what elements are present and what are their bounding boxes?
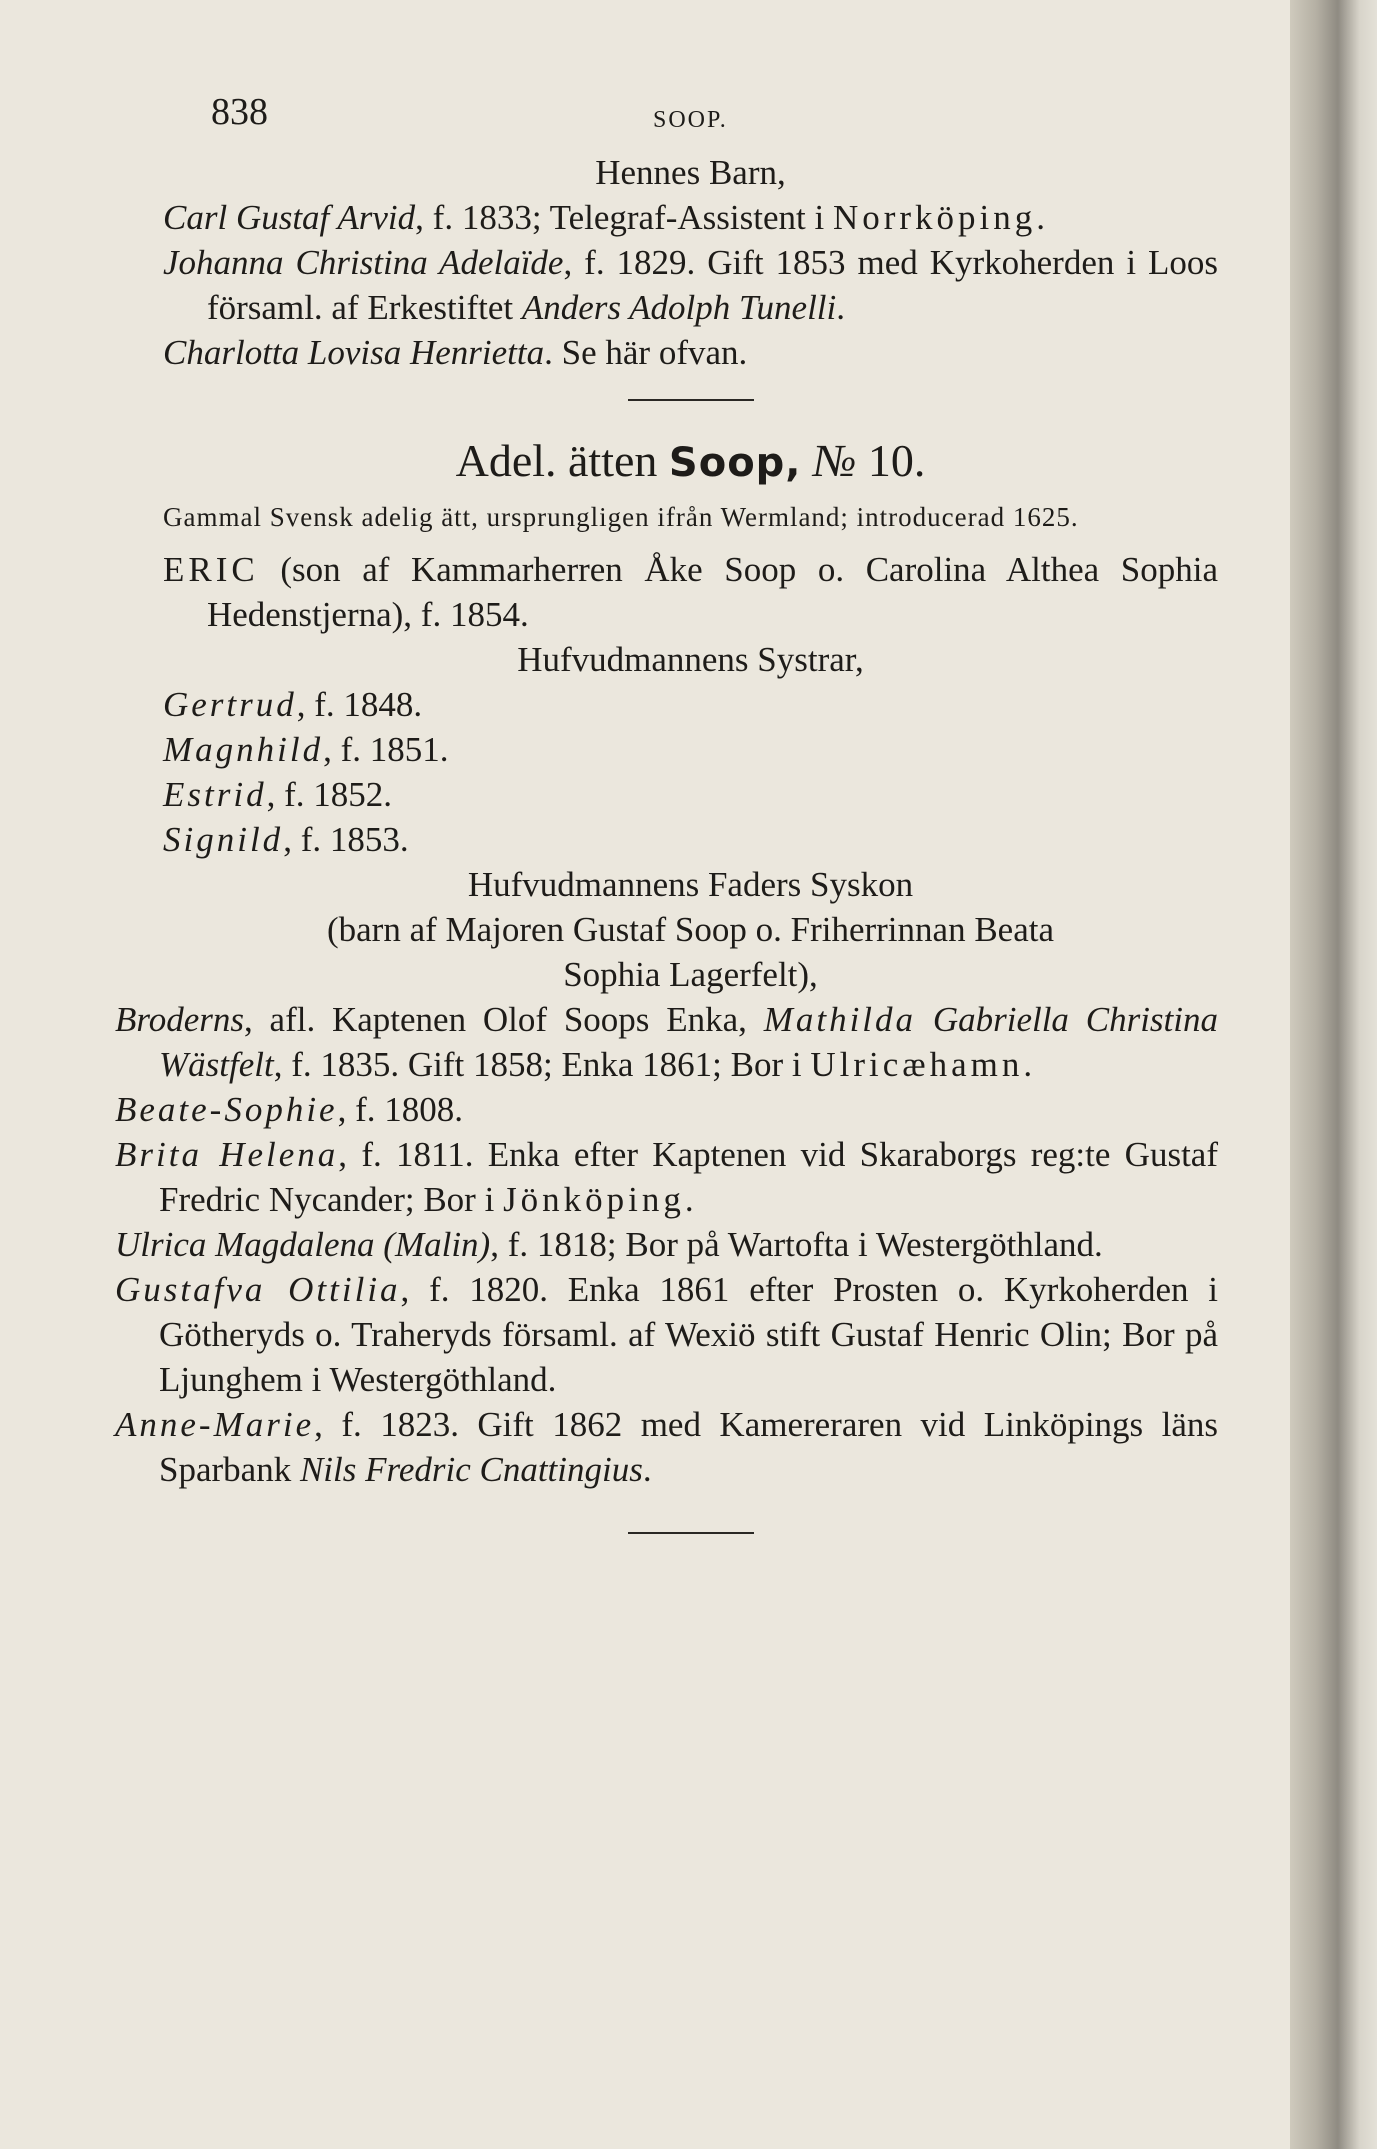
spouse-name: Anders Adolph Tunelli — [521, 288, 837, 327]
head-entry-eric — [163, 547, 1218, 637]
place-name: Ulricæhamn — [810, 1045, 1024, 1084]
entry-text: , f. 1829. Gift 1853 med Kyrkoherden i Loos församl. af Erkestiftet — [207, 243, 1218, 327]
sister-text: , f. 1851. — [323, 730, 449, 769]
entry-tail: . — [1036, 198, 1046, 237]
page-header — [163, 90, 1218, 150]
section-divider-bottom — [628, 1532, 754, 1534]
family-name: Soop, — [668, 440, 802, 486]
sister-name: Magnhild — [163, 730, 324, 769]
entry-text: , f. 1811. Enka efter Kaptenen vid Skaraborgs reg:te Gustaf Fredric Nycander; Bor i — [159, 1135, 1218, 1219]
entry-name: Anne-Marie — [115, 1405, 315, 1444]
place-name: Jönköping — [503, 1180, 685, 1219]
place-name: Norrköping — [832, 198, 1037, 237]
entry-name: Johanna Christina Adelaïde — [163, 243, 564, 282]
sisters-heading: Hufvudmannens Systrar, — [517, 640, 864, 679]
entry-text: , afl. Kaptenen Olof Soops Enka, — [243, 1000, 764, 1039]
section-heading-hennes-barn: Hennes Barn, — [595, 153, 786, 192]
title-prefix: Adel. ätten — [455, 435, 658, 486]
entry-name: Gustafva Ottilia — [115, 1270, 401, 1309]
sister-name: Signild — [163, 820, 284, 859]
head-text: (son af Kammarherren Åke Soop o. Carolina Althea Sophia Hedenstjerna), f. 1854. — [207, 550, 1218, 634]
spouse-name: Gabriella Christina Wästfelt — [159, 1000, 1218, 1084]
entry-broderns — [115, 997, 1218, 1087]
page-number: 838 — [211, 91, 268, 133]
spouse-first-name: Mathilda — [763, 1000, 917, 1039]
entry-johanna-christina — [163, 240, 1218, 330]
sister-item — [163, 682, 1218, 727]
entry-text: . Se här ofvan. — [544, 333, 748, 372]
sister-text: , f. 1852. — [266, 775, 392, 814]
entry-text: , f. 1808. — [337, 1090, 463, 1129]
entry-text-2: , f. 1835. Gift 1858; Enka 1861; Bor i — [273, 1045, 811, 1084]
sister-name: Estrid — [163, 775, 267, 814]
entry-name: Ulrica Magdalena — [115, 1225, 375, 1264]
entry-name: Carl Gustaf Arvid — [163, 198, 416, 237]
entry-text: , f. 1833; Telegraf-Assistent i — [415, 198, 833, 237]
entry-name: Beate-Sophie — [115, 1090, 338, 1129]
siblings-heading: Hufvudmannens Faders Syskon — [467, 865, 914, 904]
entry-charlotta-lovisa — [163, 330, 1218, 375]
entry-tail: . — [684, 1180, 694, 1219]
entry-anne-marie — [115, 1402, 1218, 1492]
sister-text: , f. 1853. — [283, 820, 409, 859]
siblings-subheading: (barn af Majoren Gustaf Soop o. Friherrinnan Beata — [326, 910, 1054, 949]
sister-name: Gertrud — [163, 685, 297, 724]
entry-tail: . — [836, 288, 846, 327]
spouse-name: Nils Fredric Cnattingius — [299, 1450, 643, 1489]
entry-name: Charlotta Lovisa Henrietta — [163, 333, 545, 372]
entry-beate-sophie — [115, 1087, 1218, 1132]
number-sign: № — [813, 435, 857, 486]
family-intro: Gammal Svensk adelig ätt, ursprungligen ifrån Wermland; introducerad 1625. — [163, 502, 1079, 532]
entry-carl-gustaf-arvid — [163, 195, 1218, 240]
entry-gustafva-ottilia — [115, 1267, 1218, 1402]
head-name: ERIC — [163, 550, 259, 589]
entry-name: Broderns — [115, 1000, 244, 1039]
entry-tail: . — [1023, 1045, 1033, 1084]
entry-text: , f. 1818; Bor på Wartofta i Westergöthland. — [490, 1225, 1103, 1264]
sister-text: , f. 1848. — [296, 685, 423, 724]
entry-nickname: (Malin) — [383, 1225, 491, 1264]
entry-name: Brita Helena — [115, 1135, 339, 1174]
entry-text: , f. 1820. Enka 1861 efter Prosten o. Kyrkoherden i Götheryds o. Traheryds församl. af Wexiö stift Gustaf Henric Olin; Bor på Ljunghem i Westergöthland. — [159, 1270, 1218, 1399]
page-content — [115, 90, 1218, 1552]
sister-item — [163, 727, 1218, 772]
entry-ulrica-magdalena — [115, 1222, 1218, 1267]
family-title — [163, 431, 1218, 493]
section-divider — [628, 399, 754, 401]
sister-item — [163, 817, 1218, 862]
entry-tail: . — [642, 1450, 652, 1489]
entry-brita-helena — [115, 1132, 1218, 1222]
book-spine-edge — [1290, 0, 1377, 2149]
siblings-subheading-2: Sophia Lagerfelt), — [563, 955, 818, 994]
sister-item — [163, 772, 1218, 817]
family-number: 10. — [867, 435, 926, 486]
entry-text: , f. 1823. Gift 1862 med Kamereraren vid Linköpings läns Sparbank — [159, 1405, 1218, 1489]
running-head: SOOP. — [653, 107, 728, 133]
